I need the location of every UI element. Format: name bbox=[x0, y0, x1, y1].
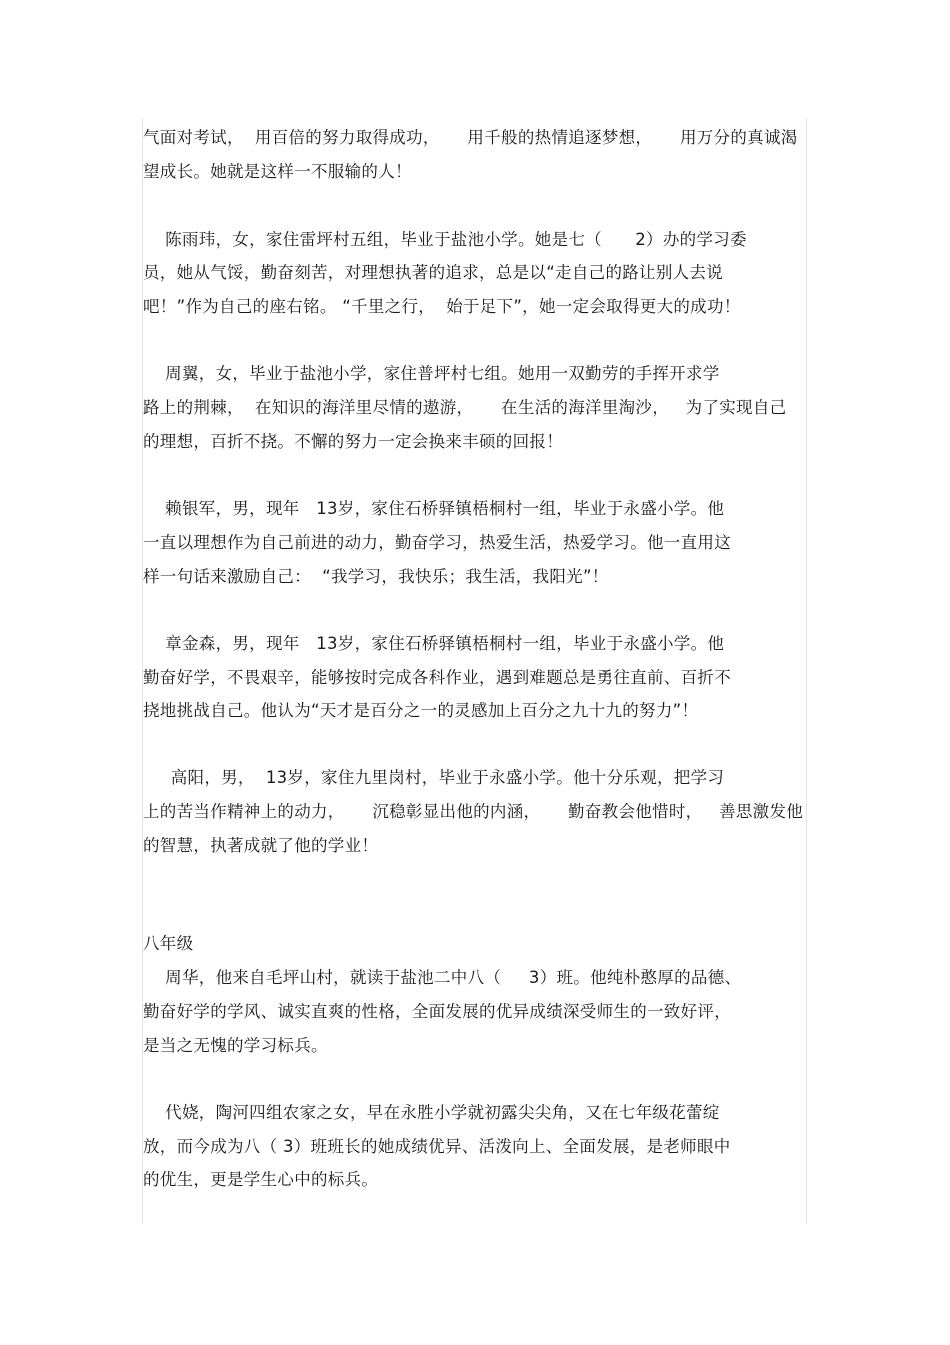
text-line: 周华，他来自毛坪山村，就读于盐池二中八（ 3）班。他纯朴憨厚的品德、 bbox=[143, 968, 742, 987]
text-line: 代娆，陶河四组农家之女，早在永胜小学就初露尖尖角，又在七年级花蕾绽 bbox=[143, 1103, 720, 1122]
text-line: 一直以理想作为自己前进的动力，勤奋学习，热爱生活，热爱学习。他一直用这 bbox=[143, 533, 731, 552]
text-line: 赖银军，男，现年 13岁，家住石桥驿镇梧桐村一组，毕业于永盛小学。他 bbox=[143, 499, 725, 518]
text-line: 的理想，百折不挠。不懈的努力一定会换来丰硕的回报！ bbox=[143, 432, 563, 451]
text-line: 勤奋好学，不畏艰辛，能够按时完成各科作业，遇到难题总是勇往直前、百折不 bbox=[143, 668, 731, 687]
text-line: 陈雨玮，女，家住雷坪村五组，毕业于盐池小学。她是七（ 2）办的学习委 bbox=[143, 230, 747, 249]
text-line: 是当之无愧的学习标兵。 bbox=[143, 1036, 328, 1055]
text-line: 气面对考试， 用百倍的努力取得成功， 用千般的热情追逐梦想， 用万分的真诚渴 bbox=[143, 128, 798, 147]
text-line: 勤奋好学的学风、诚实直爽的性格，全面发展的优异成绩深受师生的一致好评， bbox=[143, 1002, 731, 1021]
text-line: 高阳，男， 13岁，家住九里岗村，毕业于永盛小学。他十分乐观，把学习 bbox=[143, 768, 725, 787]
text-line: 吧！”作为自己的座右铭。 “千里之行， 始于足下”，她一定会取得更大的成功！ bbox=[143, 297, 741, 316]
text-line: 望成长。她就是这样一不服输的人！ bbox=[143, 162, 412, 181]
text-line: 放，而今成为八（ 3）班班长的她成绩优异、活泼向上、全面发展，是老师眼中 bbox=[143, 1137, 731, 1156]
text-line: 样一句话来激励自己： “我学习，我快乐；我生活，我阳光”！ bbox=[143, 567, 609, 586]
text-line: 上的苦当作精神上的动力， 沉稳彰显出他的内涵， 勤奋教会他惜时， 善思激发他 bbox=[143, 802, 804, 821]
text-line: 章金森，男，现年 13岁，家住石桥驿镇梧桐村一组，毕业于永盛小学。他 bbox=[143, 634, 725, 653]
text-line: 挠地挑战自己。他认为“天才是百分之一的灵感加上百分之九十九的努力”！ bbox=[143, 701, 699, 720]
text-line: 路上的荆棘， 在知识的海洋里尽情的遨游， 在生活的海洋里淘沙， 为了实现自己 bbox=[143, 398, 787, 417]
right-margin-rule bbox=[806, 118, 807, 1224]
text-line: 的智慧，执著成就了他的学业！ bbox=[143, 836, 379, 855]
text-line: 周翼，女，毕业于盐池小学，家住普坪村七组。她用一双勤劳的手挥开求学 bbox=[143, 364, 720, 383]
section-heading: 八年级 bbox=[143, 934, 194, 953]
text-line: 员，她从气馁，勤奋刻苦，对理想执著的追求，总是以“走自己的路让别人去说 bbox=[143, 263, 724, 282]
text-line: 的优生，更是学生心中的标兵。 bbox=[143, 1170, 379, 1189]
